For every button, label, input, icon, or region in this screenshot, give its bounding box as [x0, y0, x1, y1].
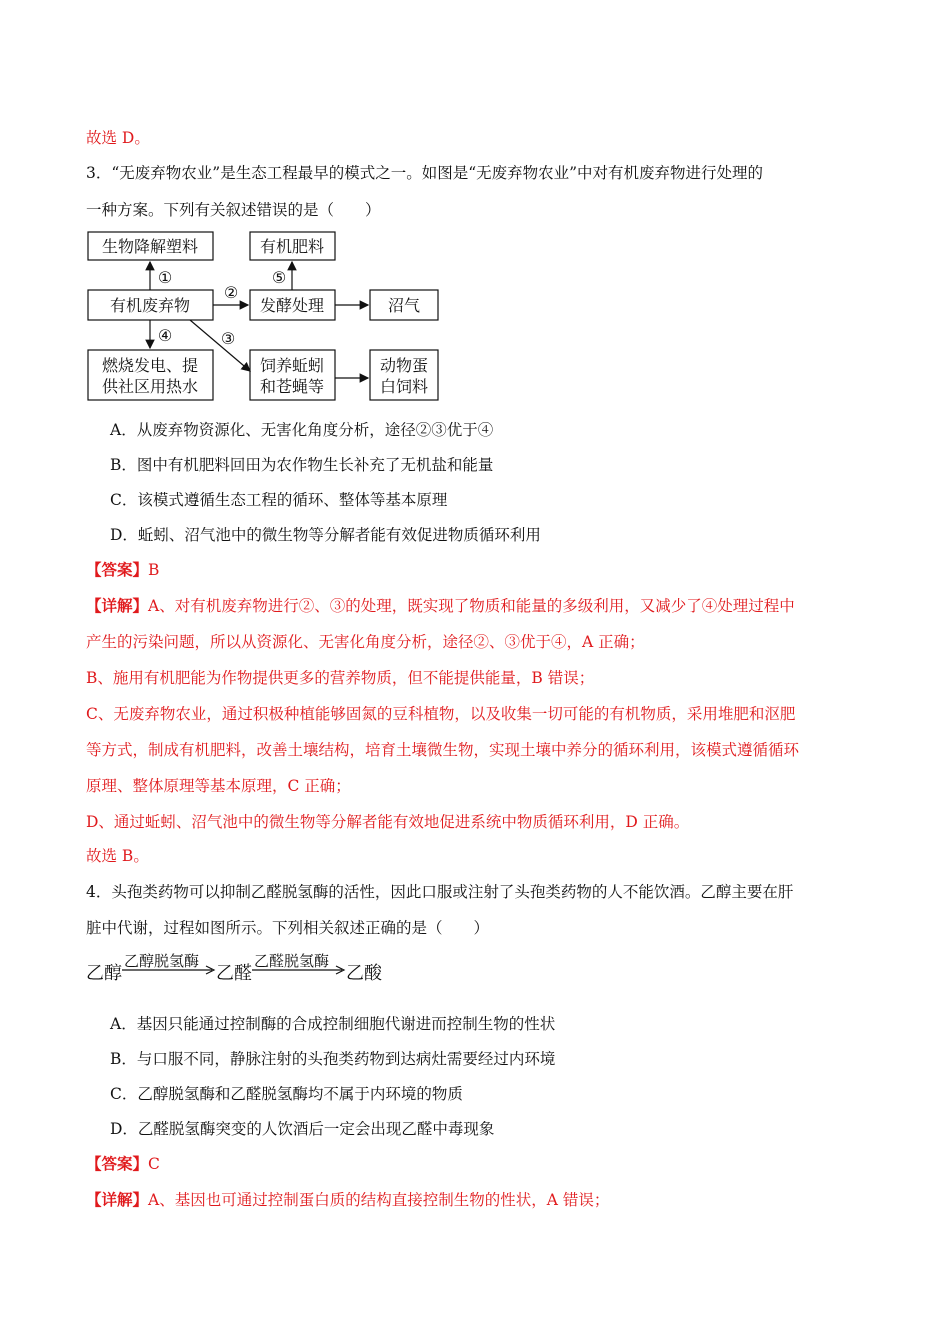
label-burning-line-1: 燃烧发电、提	[101, 356, 199, 375]
q3-option-b: B．图中有机肥料回田为农作物生长补充了无机盐和能量	[110, 456, 494, 474]
label-organic-fertilizer: 有机肥料	[259, 237, 325, 256]
label-burning-line-2: 供社区用热水	[101, 377, 199, 396]
answer-value: C	[148, 1155, 160, 1173]
q4-stem-line-1: 4．头孢类药物可以抑制乙醛脱氢酶的活性，因此口服或注射了头孢类药物的人不能饮酒。乙醇主要在肝	[86, 883, 794, 901]
q3-detail-line-4: C、无废弃物农业，通过积极种植能够固氮的豆科植物，以及收集一切可能的有机物质，采用堆肥和沤肥	[86, 705, 796, 723]
label-route-3: ③	[220, 329, 236, 348]
q3-stem-line-2: 一种方案。下列有关叙述错误的是（ ）	[86, 201, 381, 219]
label-route-1: ①	[157, 268, 173, 287]
label-enzyme-1: 乙醇脱氢酶	[124, 952, 200, 970]
q3-detail-line-7: D、通过蚯蚓、沼气池中的微生物等分解者能有效地促进系统中物质循环利用，D 正确。	[86, 813, 690, 831]
q4-stem-line-2: 脏中代谢，过程如图所示。下列相关叙述正确的是（ ）	[86, 919, 490, 937]
label-animal-feed-line-2: 白饲料	[379, 377, 429, 396]
q3-answer	[86, 560, 159, 580]
prev-conclusion: 故选 D。	[86, 129, 150, 147]
q3-detail-line-6: 原理、整体原理等基本原理，C 正确；	[86, 777, 351, 795]
answer-label: 【答案】	[86, 1154, 149, 1173]
q3-option-d: D．蚯蚓、沼气池中的微生物等分解者能有效促进物质循环利用	[110, 526, 541, 544]
q3-detail-line-1	[86, 596, 795, 616]
label-feeding-line-1: 饲养蚯蚓	[259, 356, 325, 375]
q4-answer	[86, 1154, 160, 1174]
q4-pathway-diagram	[84, 948, 404, 988]
q4-detail-line-1	[86, 1190, 609, 1210]
q4-option-a: A．基因只能通过控制酶的合成控制细胞代谢进而控制生物的性状	[110, 1015, 556, 1033]
detail-text: A、对有机废弃物进行②、③的处理，既实现了物质和能量的多级利用，又减少了④处理过程中	[148, 597, 795, 615]
q3-flow-diagram	[80, 226, 450, 406]
label-route-2: ②	[223, 283, 239, 302]
q3-conclusion: 故选 B。	[86, 847, 149, 865]
detail-text: A、基因也可通过控制蛋白质的结构直接控制生物的性状，A 错误；	[148, 1191, 610, 1209]
label-route-5: ⑤	[271, 268, 287, 287]
label-bio-plastic: 生物降解塑料	[101, 237, 199, 256]
label-acetaldehyde: 乙醛	[216, 963, 252, 984]
label-ethanol: 乙醇	[86, 963, 122, 984]
q3-stem-line-1: 3．“无废弃物农业”是生态工程最早的模式之一。如图是“无废弃物农业”中对有机废弃物进行处理的	[86, 164, 764, 182]
label-acetic-acid: 乙酸	[346, 963, 382, 984]
q4-option-c: C．乙醇脱氢酶和乙醛脱氢酶均不属于内环境的物质	[110, 1085, 463, 1103]
label-organic-waste: 有机废弃物	[109, 296, 191, 315]
q3-detail-line-5: 等方式，制成有机肥料，改善土壤结构，培育土壤微生物，实现土壤中养分的循环利用，该模式遵循循环	[86, 741, 800, 759]
q3-option-c: C．该模式遵循生态工程的循环、整体等基本原理	[110, 491, 448, 509]
label-route-4: ④	[157, 326, 173, 345]
q3-option-a: A．从废弃物资源化、无害化角度分析，途径②③优于④	[110, 421, 494, 439]
answer-label: 【答案】	[86, 560, 149, 579]
label-biogas: 沼气	[387, 296, 421, 315]
q4-option-b: B．与口服不同，静脉注射的头孢类药物到达病灶需要经过内环境	[110, 1050, 556, 1068]
detail-label: 【详解】	[86, 1190, 149, 1209]
label-fermentation: 发酵处理	[259, 296, 325, 315]
q4-option-d: D．乙醛脱氢酶突变的人饮酒后一定会出现乙醛中毒现象	[110, 1120, 495, 1138]
label-animal-feed-line-1: 动物蛋	[379, 356, 429, 375]
q3-detail-line-3: B、施用有机肥能为作物提供更多的营养物质，但不能提供能量，B 错误；	[86, 669, 595, 687]
answer-value: B	[148, 561, 160, 579]
label-enzyme-2: 乙醛脱氢酶	[254, 952, 330, 970]
label-feeding-line-2: 和苍蝇等	[259, 377, 325, 396]
q3-detail-line-2: 产生的污染问题，所以从资源化、无害化角度分析，途径②、③优于④，A 正确；	[86, 633, 645, 651]
detail-label: 【详解】	[86, 596, 149, 615]
